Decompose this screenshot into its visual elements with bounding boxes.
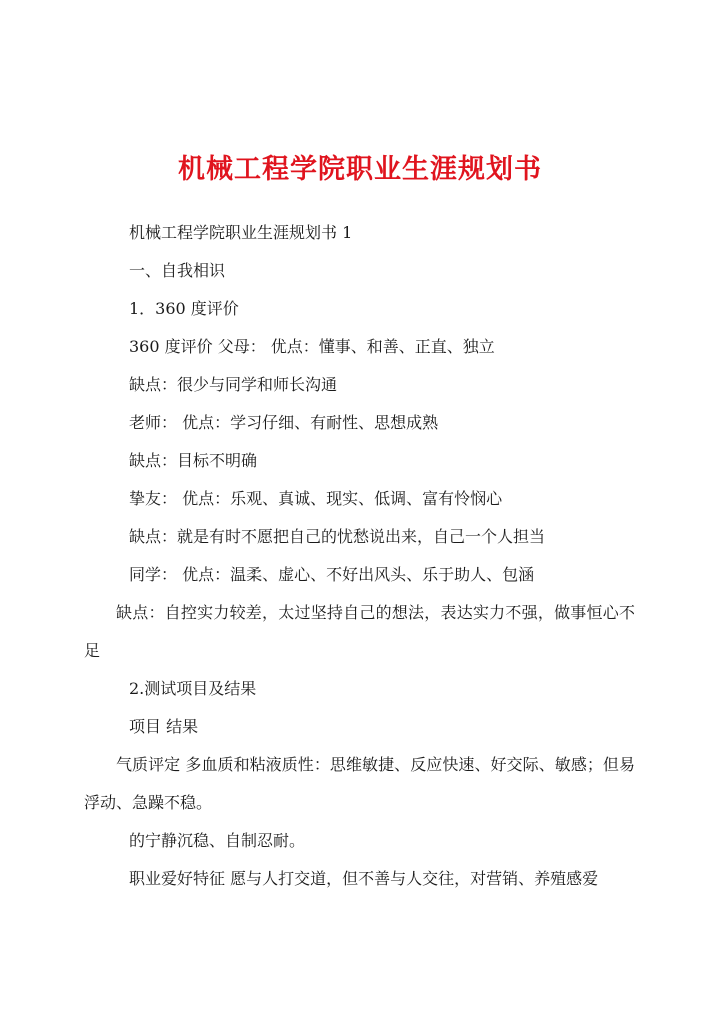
paragraph-parents-weaknesses: 缺点：很少与同学和师长沟通 (129, 375, 338, 394)
paragraph-subtitle: 机械工程学院职业生涯规划书 1 (129, 223, 353, 242)
paragraph-friend-strengths: 挚友： 优点：乐观、真诚、现实、低调、富有怜悯心 (129, 489, 503, 508)
section-heading-self-knowledge: 一、自我相识 (129, 261, 226, 280)
document-title: 机械工程学院职业生涯规划书 (178, 154, 542, 185)
paragraph-classmate-weaknesses: 缺点：自控实力较差，太过坚持自己的想法，表达实力不强，做事恒心不足 (84, 603, 635, 660)
paragraph-teacher-weaknesses: 缺点：目标不明确 (129, 451, 258, 470)
paragraph-calm: 的宁静沉稳、自制忍耐。 (129, 831, 306, 850)
paragraph-table-header: 项目 结果 (129, 717, 199, 736)
subsection-heading-360-review: 1．360 度评价 (129, 299, 239, 318)
document-body (84, 214, 635, 898)
paragraph-career-interest: 职业爱好特征 愿与人打交道，但不善与人交往，对营销、养殖感爱 (129, 869, 599, 888)
paragraph-teacher-strengths: 老师： 优点：学习仔细、有耐性、思想成熟 (129, 413, 439, 432)
subsection-heading-test-results: 2.测试项目及结果 (129, 679, 257, 698)
paragraph-friend-weaknesses: 缺点：就是有时不愿把自己的忧愁说出来，自己一个人担当 (129, 527, 546, 546)
paragraph-parents-strengths: 360 度评价 父母： 优点：懂事、和善、正直、独立 (129, 337, 495, 356)
paragraph-classmate-strengths: 同学： 优点：温柔、虚心、不好出风头、乐于助人、包涵 (129, 565, 535, 584)
paragraph-temperament: 气质评定 多血质和粘液质性：思维敏捷、反应快速、好交际、敏感；但易浮动、急躁不稳。 (84, 755, 635, 812)
